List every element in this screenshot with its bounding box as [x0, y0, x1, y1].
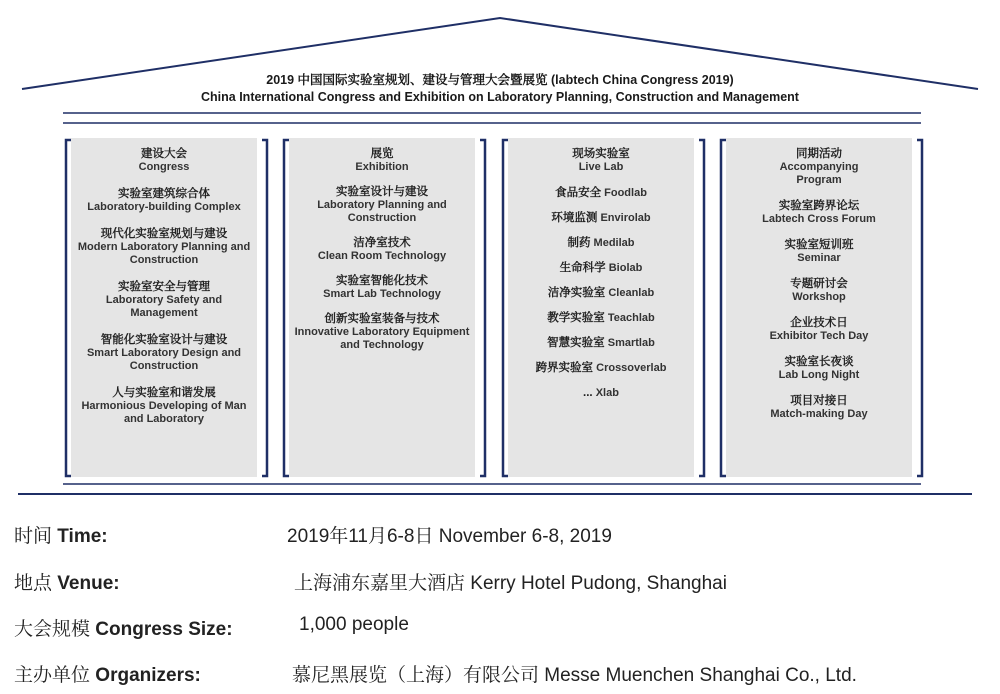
- item-en: Crossoverlab: [596, 362, 667, 374]
- list-item: [508, 187, 694, 200]
- item-en: Envirolab: [600, 212, 651, 224]
- item-cn: 洁净室技术: [353, 237, 411, 249]
- list-item: [508, 337, 694, 350]
- list-item: [726, 239, 912, 265]
- list-item: [71, 188, 257, 214]
- item-en: Labtech Cross Forum: [762, 213, 876, 225]
- time-label-en: Time:: [57, 526, 108, 547]
- list-item: [289, 313, 475, 352]
- item-cn: 智慧实验室: [547, 337, 605, 349]
- item-en: Teachlab: [607, 312, 655, 324]
- item-cn: 教学实验室: [547, 312, 605, 324]
- size-value: 1,000 people: [299, 614, 409, 635]
- item-cn: 洁净实验室: [547, 287, 606, 299]
- organizers-value: 慕尼黑展览（上海）有限公司 Messe Muenchen Shanghai Co., Ltd.: [292, 665, 857, 686]
- item-cn: 人与实验室和谐发展: [112, 387, 216, 399]
- list-item: [508, 362, 694, 375]
- item-en: Laboratory Safety and Management: [105, 294, 223, 319]
- list-item: [508, 212, 694, 225]
- item-en: Exhibitor Tech Day: [769, 330, 869, 342]
- item-cn: 专题研讨会: [790, 278, 848, 290]
- list-item: [71, 387, 257, 426]
- venue-value: 上海浦东嘉里大酒店 Kerry Hotel Pudong, Shanghai: [294, 573, 727, 594]
- list-item: [726, 148, 912, 187]
- item-cn: 创新实验室装备与技术: [324, 313, 440, 325]
- item-en: Lab Long Night: [778, 369, 860, 381]
- item-cn: 实验室建筑综合体: [118, 188, 210, 200]
- size-label-cn: 大会规模: [14, 619, 91, 640]
- item-en: Smart Lab Technology: [323, 288, 441, 300]
- item-cn: ...: [583, 387, 593, 399]
- time-label-cn: 时间: [14, 526, 53, 547]
- item-cn: 现场实验室: [572, 148, 630, 160]
- list-item: [508, 287, 694, 300]
- item-en: Xlab: [595, 387, 619, 399]
- item-cn: 展览: [370, 148, 394, 160]
- list-item: [289, 148, 475, 174]
- item-en: Live Lab: [578, 161, 624, 173]
- venue-label-cn: 地点: [14, 573, 53, 594]
- item-cn: 环境监测: [551, 212, 598, 224]
- column-accompanying-program: [726, 138, 912, 477]
- item-en: Modern Laboratory Planning and Construction: [77, 241, 251, 266]
- item-cn: 智能化实验室设计与建设: [100, 334, 228, 346]
- live-lab-header: [508, 148, 694, 174]
- item-en: Laboratory-building Complex: [87, 201, 241, 213]
- list-item: [726, 356, 912, 382]
- list-item: [71, 281, 257, 320]
- item-en: Medilab: [593, 237, 635, 249]
- item-en: Cleanlab: [608, 287, 655, 299]
- diagram-title-cn: 2019 中国国际实验室规划、建设与管理大会暨展览 (labtech China Congress 2019): [266, 73, 734, 87]
- list-item: [508, 237, 694, 250]
- item-cn: 制药: [567, 237, 591, 249]
- diagram-title-en: China International Congress and Exhibition on Laboratory Planning, Construction and Management: [201, 90, 799, 104]
- list-item: [289, 275, 475, 301]
- item-en: Accompanying Program: [779, 161, 859, 186]
- info-size-row: [14, 614, 409, 641]
- item-cn: 实验室安全与管理: [118, 281, 210, 293]
- column-live-lab: [508, 138, 694, 477]
- item-en: Innovative Laboratory Equipment and Technology: [294, 326, 470, 351]
- item-en: Match-making Day: [770, 408, 868, 420]
- column-congress: [71, 138, 257, 477]
- list-item: [726, 200, 912, 226]
- item-cn: 实验室长夜谈: [784, 356, 854, 368]
- item-en: Smart Laboratory Design and Construction: [86, 347, 242, 372]
- item-en: Harmonious Developing of Man and Laboratory: [81, 400, 247, 425]
- info-organizers-row: [14, 660, 857, 687]
- item-cn: 项目对接日: [790, 395, 848, 407]
- item-cn: 实验室跨界论坛: [778, 200, 860, 212]
- item-en: Smartlab: [607, 337, 655, 349]
- info-venue-row: [14, 568, 727, 595]
- item-cn: 现代化实验室规划与建设: [100, 228, 228, 240]
- item-en: Clean Room Technology: [317, 250, 447, 262]
- item-en: Exhibition: [355, 161, 409, 173]
- list-item: [508, 387, 694, 400]
- item-en: Congress: [138, 161, 190, 173]
- item-cn: 同期活动: [796, 148, 842, 160]
- organizers-label-cn: 主办单位: [14, 665, 91, 686]
- item-cn: 跨界实验室: [535, 362, 594, 374]
- item-cn: 企业技术日: [790, 317, 848, 329]
- info-time-row: [14, 521, 612, 548]
- item-cn: 实验室智能化技术: [336, 275, 428, 287]
- item-en: Workshop: [792, 291, 846, 303]
- item-cn: 实验室设计与建设: [336, 186, 428, 198]
- list-item: [726, 395, 912, 421]
- item-cn: 生命科学: [559, 262, 606, 274]
- item-cn: 建设大会: [141, 148, 187, 160]
- list-item: [71, 148, 257, 174]
- item-cn: 食品安全: [555, 187, 602, 199]
- organizers-label-en: Organizers:: [95, 665, 201, 686]
- list-item: [726, 278, 912, 304]
- item-cn: 实验室短训班: [784, 239, 854, 251]
- item-en: Laboratory Planning and Construction: [317, 199, 447, 224]
- venue-label-en: Venue:: [57, 573, 120, 594]
- time-value: 2019年11月6-8日 November 6-8, 2019: [287, 526, 612, 547]
- list-item: [71, 334, 257, 373]
- list-item: [289, 237, 475, 263]
- item-en: Foodlab: [604, 187, 647, 199]
- list-item: [289, 186, 475, 225]
- column-exhibition: [289, 138, 475, 477]
- list-item: [508, 262, 694, 275]
- list-item: [508, 312, 694, 325]
- size-label-en: Congress Size:: [95, 619, 233, 640]
- item-en: Seminar: [797, 252, 841, 264]
- list-item: [726, 317, 912, 343]
- list-item: [71, 228, 257, 267]
- item-en: Biolab: [608, 262, 643, 274]
